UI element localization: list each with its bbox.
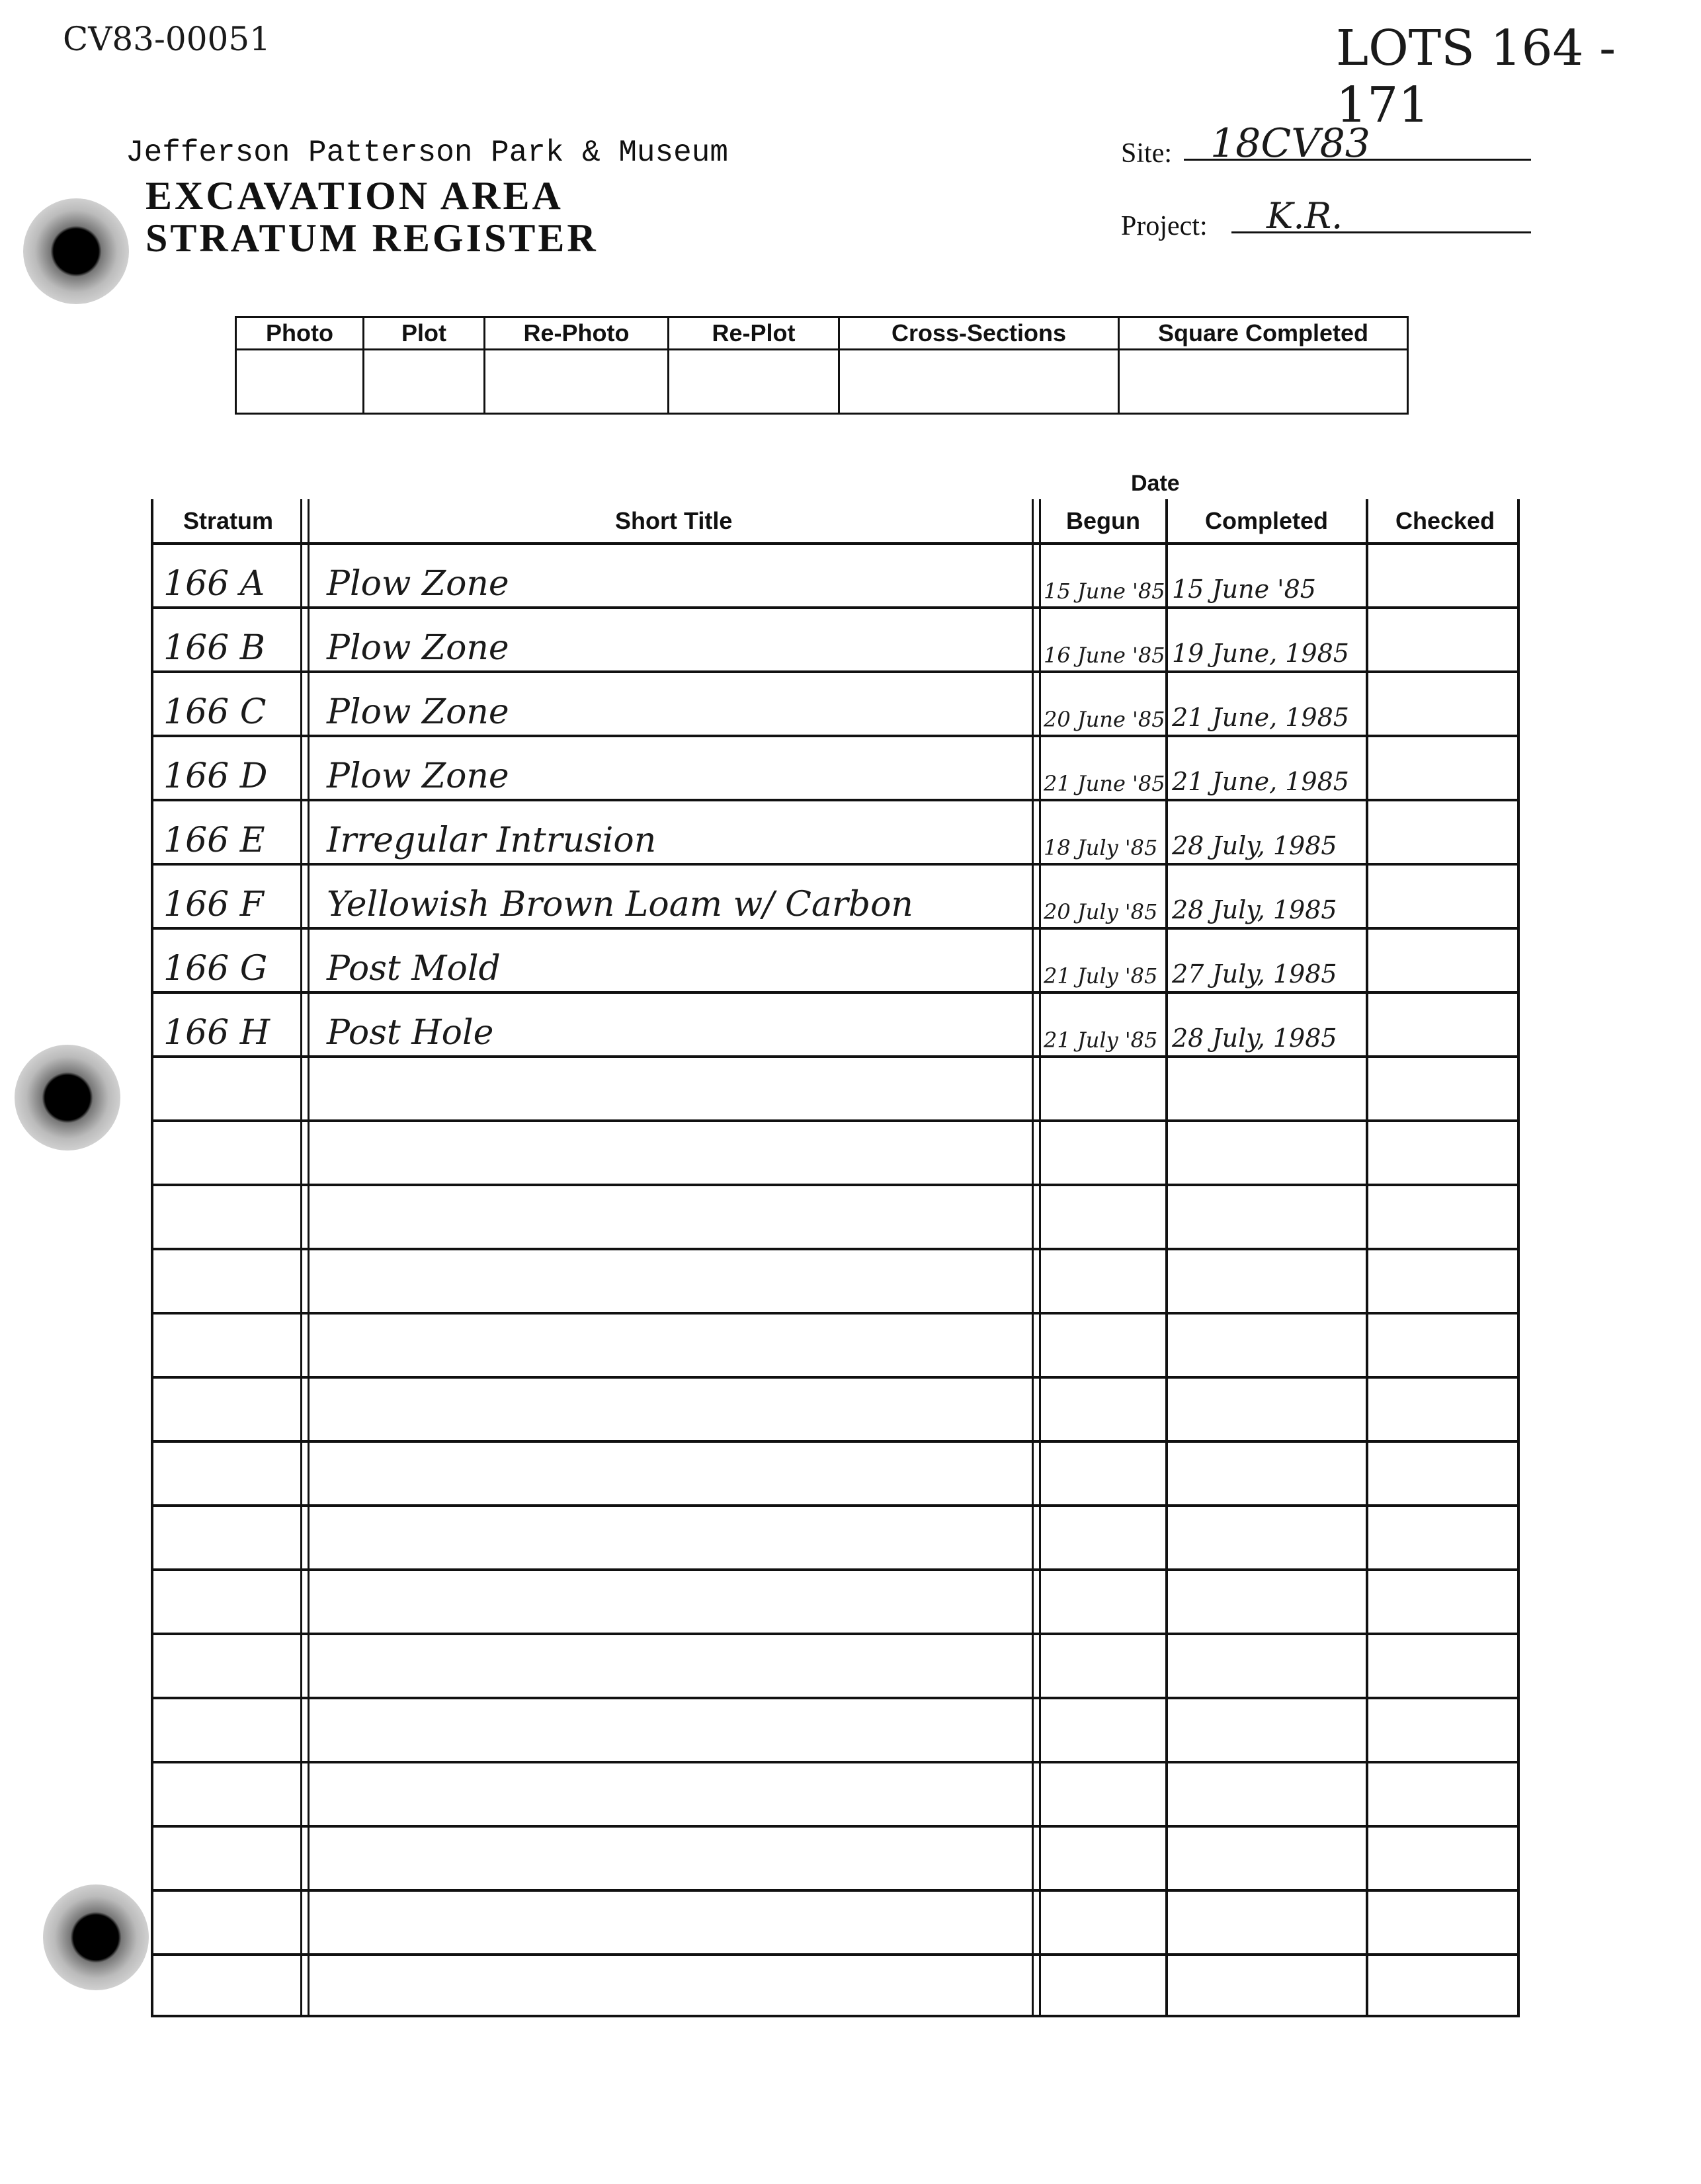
col-cross-sections: Cross-Sections (839, 317, 1119, 350)
stratum-cell: 166 D (163, 756, 268, 796)
stratum-header: Stratum (183, 507, 274, 534)
empty-table-row (151, 1055, 1520, 1119)
table-row (151, 927, 1520, 991)
completed-cell: 21 June, 1985 (1172, 767, 1349, 796)
begun-cell: 21 July '85 (1044, 963, 1158, 989)
short-title-cell: Irregular Intrusion (327, 821, 657, 860)
table-row (151, 991, 1520, 1055)
short-title-cell: Post Mold (327, 949, 501, 989)
begun-header: Begun (1066, 507, 1140, 534)
col-replot: Re-Plot (669, 317, 839, 350)
begun-cell: 21 July '85 (1044, 1028, 1158, 1053)
form-title-line1: EXCAVATION AREA (145, 174, 563, 218)
stratum-cell: 166 B (163, 628, 265, 668)
document-id: CV83-00051 (63, 20, 270, 58)
empty-table-row (151, 1312, 1520, 1376)
col-rephoto: Re-Photo (485, 317, 669, 350)
photo-cell (236, 350, 364, 414)
begun-cell: 16 June '85 (1044, 643, 1165, 668)
completed-cell: 15 June '85 (1172, 575, 1316, 604)
project-label: Project: (1121, 211, 1208, 241)
empty-table-row (151, 1633, 1520, 1697)
table-row (151, 799, 1520, 863)
table-row (151, 863, 1520, 927)
checked-header: Checked (1395, 507, 1495, 534)
begun-cell: 21 June '85 (1044, 771, 1165, 796)
empty-table-row (151, 1248, 1520, 1312)
empty-table-row (151, 1119, 1520, 1184)
completed-cell: 27 July, 1985 (1172, 959, 1337, 989)
table-row (151, 670, 1520, 735)
lots-range: LOTS 164 - 171 (1336, 20, 1616, 134)
table-row (151, 542, 1520, 606)
col-square-completed: Square Completed (1119, 317, 1408, 350)
table-row (151, 735, 1520, 799)
empty-table-row (151, 1376, 1520, 1440)
short-title-cell: Plow Zone (327, 628, 509, 668)
site-value: 18CV83 (1210, 120, 1370, 167)
table-row (151, 606, 1520, 670)
project-value: K.R. (1266, 195, 1343, 237)
short-title-cell: Yellowish Brown Loam w/ Carbon (327, 885, 913, 924)
begun-cell: 20 June '85 (1044, 707, 1165, 732)
empty-table-row (151, 1825, 1520, 1889)
short-title-cell: Plow Zone (327, 564, 509, 604)
empty-table-row (151, 1761, 1520, 1825)
col-plot: Plot (364, 317, 485, 350)
begun-cell: 18 July '85 (1044, 835, 1158, 860)
status-table (235, 316, 1409, 415)
begun-cell: 15 June '85 (1044, 579, 1165, 604)
stratum-cell: 166 F (163, 885, 264, 924)
plot-cell (364, 350, 485, 414)
empty-table-row (151, 1953, 1520, 2017)
stratum-cell: 166 E (163, 821, 265, 860)
stratum-register (151, 499, 1520, 2017)
site-label: Site: (1121, 138, 1173, 169)
completed-cell: 28 July, 1985 (1172, 895, 1337, 924)
short-title-header: Short Title (615, 507, 733, 534)
short-title-cell: Plow Zone (327, 756, 509, 796)
museum-name: Jefferson Patterson Park & Museum (126, 136, 728, 170)
short-title-cell: Post Hole (327, 1013, 494, 1053)
completed-cell: 19 June, 1985 (1172, 639, 1349, 668)
begun-cell: 20 July '85 (1044, 899, 1158, 924)
stratum-cell: 166 G (163, 949, 268, 989)
replot-cell (669, 350, 839, 414)
register-header (151, 499, 1520, 542)
empty-table-row (151, 1568, 1520, 1633)
col-photo: Photo (236, 317, 364, 350)
square-completed-cell (1119, 350, 1408, 414)
punch-hole-top (23, 198, 129, 304)
completed-cell: 28 July, 1985 (1172, 1024, 1337, 1053)
stratum-cell: 166 H (163, 1013, 270, 1053)
date-group-label: Date (1131, 471, 1180, 496)
rephoto-cell (485, 350, 669, 414)
stratum-cell: 166 C (163, 692, 267, 732)
empty-table-row (151, 1697, 1520, 1761)
empty-table-row (151, 1504, 1520, 1568)
empty-table-row (151, 1184, 1520, 1248)
empty-table-row (151, 1440, 1520, 1504)
punch-hole-bottom (43, 1884, 149, 1990)
form-title-line2: STRATUM REGISTER (145, 216, 599, 260)
cross-sections-cell (839, 350, 1119, 414)
punch-hole-middle (15, 1045, 120, 1151)
empty-table-row (151, 1889, 1520, 1953)
stratum-cell: 166 A (163, 564, 265, 604)
completed-cell: 28 July, 1985 (1172, 831, 1337, 860)
short-title-cell: Plow Zone (327, 692, 509, 732)
completed-header: Completed (1205, 507, 1329, 534)
completed-cell: 21 June, 1985 (1172, 703, 1349, 732)
